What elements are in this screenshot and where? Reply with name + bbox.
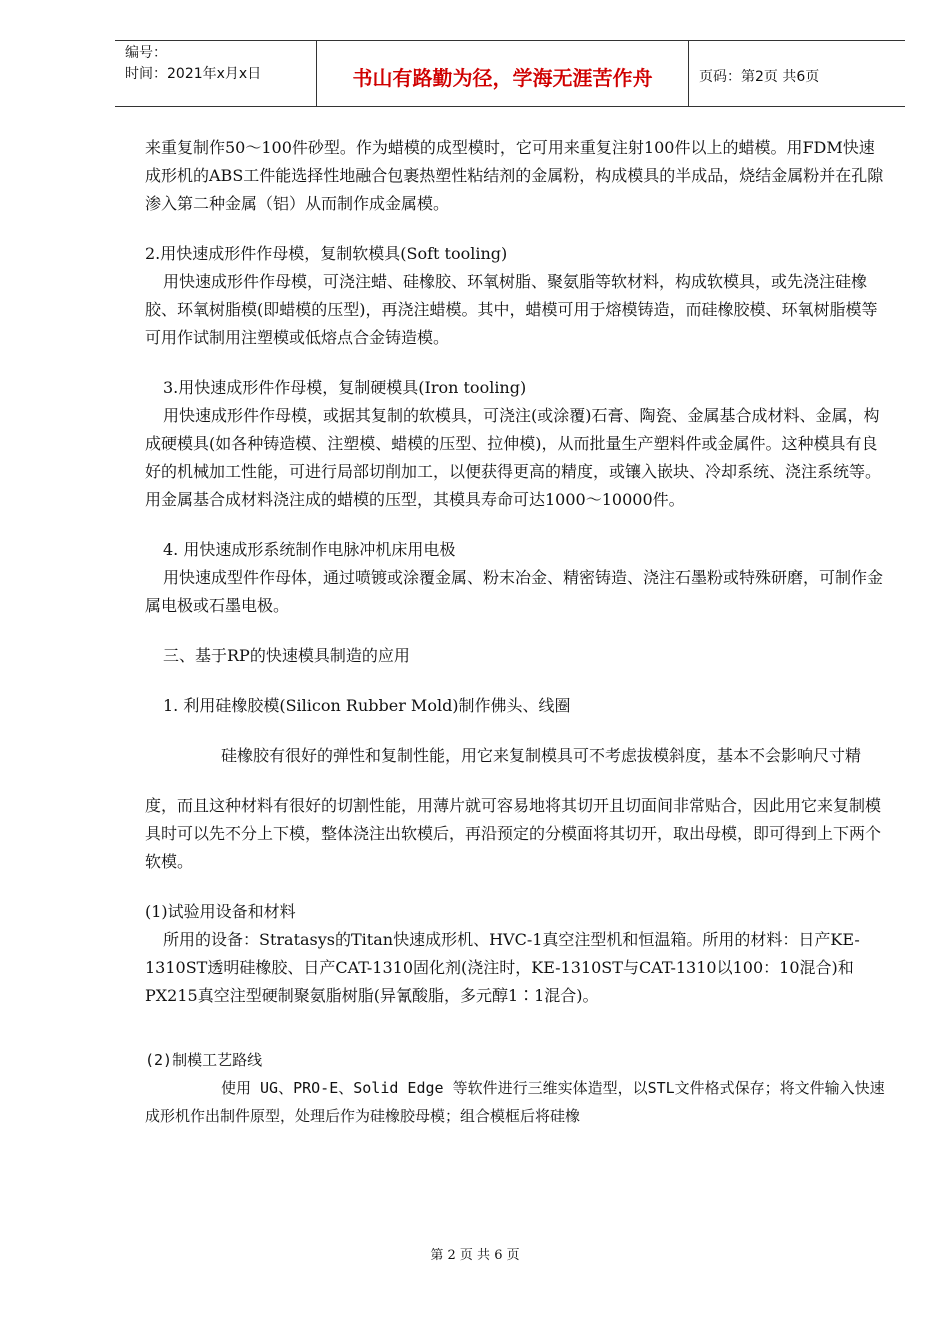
- paragraph: 用快速成形件作母模，或据其复制的软模具，可浇注(或涂覆)石膏、陶瓷、金属基合成材料、金属，构成硬模具(如各种铸造模、注塑模、蜡模的压型、拉伸模)，从而批量生产塑料件或金属件。这种模具有良好的机械加工性能，可进行局部切削加工，以便获得更高的精度，或镶入嵌块、冷却系统、浇注系统等。用金属基合成材料浇注成的蜡模的压型，其模具寿命可达1000～10000件。: [145, 406, 882, 509]
- document-body: [145, 134, 890, 1130]
- paragraph: 所用的设备：Stratasys的Titan快速成形机、HVC-1真空注型机和恒温箱。所用的材料：日产KE-1310ST透明硅橡胶、日产CAT-1310固化剂(浇注时，KE-1310ST与CAT-1310以100：10混合)和PX215真空注型硬制聚氨脂树脂(异氰酸脂，多元醇1∶1混合)。: [145, 930, 860, 1005]
- paragraph: 来重复制作50～100件砂型。作为蜡模的成型模时，它可用来重复注射100件以上的蜡模。用FDM快速成形机的ABS工件能选择性地融合包裹热塑性粘结剂的金属粉，构成模具的半成品，烧结金属粉并在孔隙渗入第二种金属（铝）从而制作成金属模。: [145, 138, 884, 213]
- section-heading: 1. 利用硅橡胶模(Silicon Rubber Mold)制作佛头、线圈: [163, 696, 571, 715]
- paragraph: 用快速成形件作母模，可浇注蜡、硅橡胶、环氧树脂、聚氨脂等软材料，构成软模具，或先浇注硅橡胶、环氧树脂模(即蜡模的压型)，再浇注蜡模。其中，蜡模可用于熔模铸造，而硅橡胶模、环氧树脂模等可用作试制用注塑模或低熔点合金铸造模。: [145, 272, 878, 347]
- page-header: [115, 40, 905, 107]
- subsection-heading: (2)制模工艺路线: [145, 1051, 263, 1069]
- document-number: 编号：: [125, 45, 167, 61]
- header-motto: 书山有路勤为径，学海无涯苦作舟: [317, 41, 689, 107]
- paragraph: 使用 UG、PRO-E、Solid Edge 等软件进行三维实体造型，以STL文件格式保存；将文件输入快速成形机作出制件原型，处理后作为硅橡胶母模；组合模框后将硅橡: [145, 1079, 885, 1125]
- section-heading: 4. 用快速成形系统制作电脉冲机床用电极: [163, 540, 456, 559]
- header-meta: [115, 41, 317, 107]
- section-heading: 3.用快速成形件作母模，复制硬模具(Iron tooling): [163, 378, 527, 397]
- chapter-heading: 三、基于RP的快速模具制造的应用: [163, 646, 410, 665]
- subsection-heading: (1)试验用设备和材料: [145, 902, 296, 921]
- paragraph: 用快速成型件作母体，通过喷镀或涂覆金属、粉末冶金、精密铸造、浇注石墨粉或特殊研磨，可制作金属电极或石墨电极。: [145, 568, 884, 615]
- section-heading: 2.用快速成形件作母模，复制软模具(Soft tooling): [145, 244, 508, 263]
- paragraph: 硅橡胶有很好的弹性和复制性能，用它来复制模具可不考虑拔模斜度，基本不会影响尺寸精: [221, 746, 862, 765]
- page-footer: 第 2 页 共 6 页: [430, 1248, 520, 1263]
- paragraph: 度，而且这种材料有很好的切割性能，用薄片就可容易地将其切开且切面间非常贴合，因此用它来复制模具时可以先不分上下模，整体浇注出软模后，再沿预定的分模面将其切开，取出母模，即可得到上下两个软模。: [145, 796, 882, 871]
- document-time: 时间：2021年x月x日: [125, 66, 262, 82]
- header-page-info: 页码：第2页 共6页: [699, 69, 820, 85]
